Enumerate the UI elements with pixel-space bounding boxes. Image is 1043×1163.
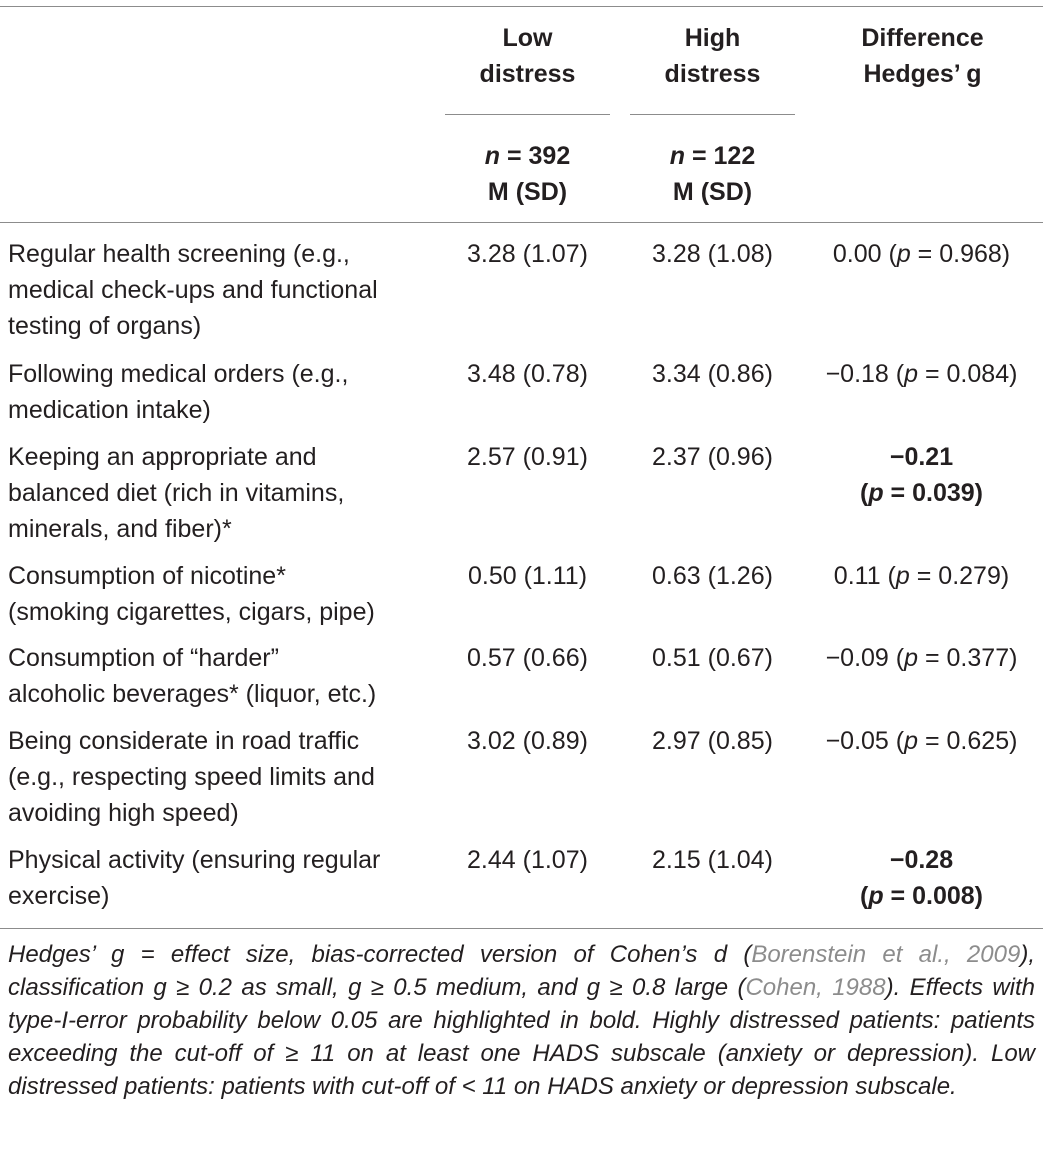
header-difference: Difference Hedges’ g xyxy=(861,24,984,88)
high-distress-value: 2.97 (0.85) xyxy=(652,727,773,755)
high-distress-value: 2.15 (1.04) xyxy=(652,846,773,874)
row-label: Following medical orders (e.g., medication intake) xyxy=(8,360,349,424)
hedges-g-value: −0.09 (p = 0.377) xyxy=(825,644,1018,672)
low-distress-value: 2.44 (1.07) xyxy=(467,846,588,874)
citation-link[interactable]: Borenstein et al., 2009 xyxy=(751,941,1021,968)
header-low-n: n = 392 M (SD) xyxy=(484,142,571,206)
hedges-g-value: 0.11 (p = 0.279) xyxy=(833,562,1010,590)
low-distress-value: 3.28 (1.07) xyxy=(467,240,588,268)
hedges-g-value: −0.21 (p = 0.039) xyxy=(860,443,983,507)
high-distress-value: 0.63 (1.26) xyxy=(652,562,773,590)
group-rule-low xyxy=(445,114,610,115)
low-distress-value: 2.57 (0.91) xyxy=(467,443,588,471)
table-footnote: Hedges’ g = effect size, bias-corrected version of Cohen’s d (Borenstein et al., 2009), classification g ≥ 0.2 as small, g ≥ 0.5 medium, and g ≥ 0.8 large (Cohen, 1988). Effects with type-I-error probability below 0.05 are highlighted in bold. Highly distressed patients: patients exceeding the cut-off of ≥ 11 on at least one HADS subscale (anxiety or depression). Low distressed patients: patients with cut-off of < 11 on HADS anxiety or depression subscale. xyxy=(8,941,1035,1100)
row-label: Physical activity (ensuring regular exercise) xyxy=(8,846,381,910)
high-distress-value: 2.37 (0.96) xyxy=(652,443,773,471)
hedges-g-value: −0.18 (p = 0.084) xyxy=(825,360,1018,388)
header-bottom-rule xyxy=(0,222,1043,223)
table-bottom-rule xyxy=(0,928,1043,929)
low-distress-value: 0.57 (0.66) xyxy=(467,644,588,672)
n-symbol: n xyxy=(669,142,686,170)
hedges-g-value: 0.00 (p = 0.968) xyxy=(832,240,1011,268)
hedges-g-value: −0.28 (p = 0.008) xyxy=(860,846,983,910)
row-label: Being considerate in road traffic (e.g., respecting speed limits and avoiding high speed) xyxy=(8,727,375,827)
n-symbol: n xyxy=(484,142,501,170)
high-distress-value: 0.51 (0.67) xyxy=(652,644,773,672)
citation-link[interactable]: Cohen, 1988 xyxy=(745,974,886,1001)
hedges-g-value: −0.05 (p = 0.625) xyxy=(825,727,1018,755)
top-rule xyxy=(0,6,1043,7)
low-distress-value: 3.02 (0.89) xyxy=(467,727,588,755)
low-distress-value: 0.50 (1.11) xyxy=(467,562,588,590)
row-label: Consumption of “harder” alcoholic beverages* (liquor, etc.) xyxy=(8,644,377,708)
row-label: Regular health screening (e.g., medical check-ups and functional testing of organs) xyxy=(8,240,378,340)
header-low-distress: Low distress xyxy=(479,24,576,88)
row-label: Keeping an appropriate and balanced diet (rich in vitamins, minerals, and fiber)* xyxy=(8,443,345,543)
row-label: Consumption of nicotine* (smoking cigarettes, cigars, pipe) xyxy=(8,562,375,626)
header-high-distress: High distress xyxy=(664,24,761,88)
high-distress-value: 3.28 (1.08) xyxy=(652,240,773,268)
header-high-n: n = 122 M (SD) xyxy=(669,142,756,206)
low-distress-value: 3.48 (0.78) xyxy=(467,360,588,388)
high-distress-value: 3.34 (0.86) xyxy=(652,360,773,388)
group-rule-high xyxy=(630,114,795,115)
